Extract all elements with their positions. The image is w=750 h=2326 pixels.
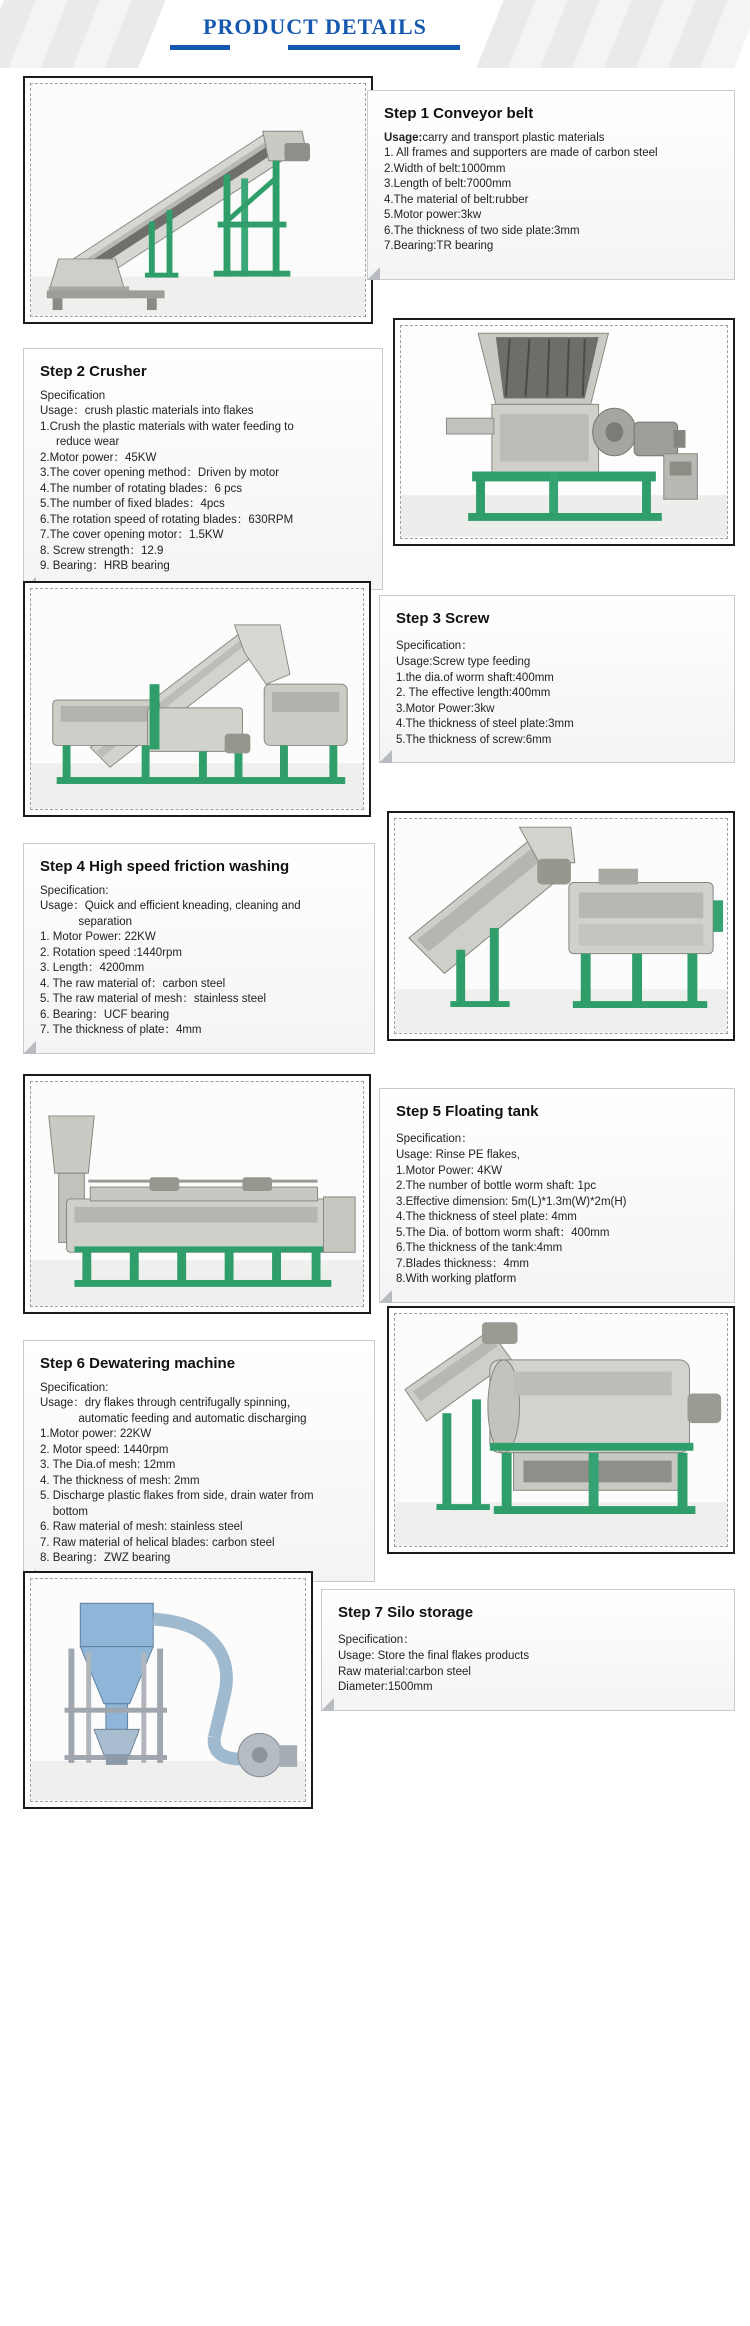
list-item: 5.The number of fixed blades：4pcs bbox=[40, 498, 225, 510]
friction-washer-photo bbox=[387, 811, 735, 1041]
step-5-spec-label: Specification： bbox=[396, 1133, 473, 1145]
step-6-spec-label: Specification: bbox=[40, 1382, 109, 1394]
list-item: automatic feeding and automatic discharging bbox=[40, 1412, 307, 1425]
step-1-text-panel bbox=[367, 90, 735, 280]
corner-accent bbox=[23, 1041, 36, 1054]
list-item: Diameter:1500mm bbox=[338, 1681, 433, 1693]
step-2-text-panel bbox=[23, 348, 383, 590]
step-4-section bbox=[0, 821, 750, 1066]
list-item: 3.The cover opening method：Driven by motor bbox=[40, 467, 280, 479]
list-item: 1.Motor power: 22KW bbox=[40, 1428, 152, 1440]
list-item: 8. Bearing：ZWZ bearing bbox=[40, 1552, 171, 1564]
step-6-spec-list bbox=[40, 1396, 358, 1567]
list-item: 9. Bearing：HRB bearing bbox=[40, 560, 170, 572]
step-7-section bbox=[0, 1563, 750, 1809]
page-header-banner bbox=[0, 0, 750, 68]
list-item: 7.Bearing:TR bearing bbox=[384, 240, 494, 252]
list-item: 7. Raw material of helical blades: carbon steel bbox=[40, 1536, 275, 1549]
list-item: 2. Motor speed: 1440rpm bbox=[40, 1443, 169, 1456]
list-item: Usage:Screw type feeding bbox=[396, 656, 531, 668]
list-item: 7.Blades thickness：4mm bbox=[396, 1257, 529, 1270]
step-4-spec-list bbox=[40, 899, 358, 1039]
floating-tank-photo bbox=[23, 1074, 371, 1314]
title-underline-gap bbox=[230, 45, 288, 50]
step-7-text-panel bbox=[321, 1589, 735, 1711]
list-item: 6.The thickness of two side plate:3mm bbox=[384, 224, 580, 237]
list-item: 3. Length：4200mm bbox=[40, 962, 145, 974]
step-2-title: Step 2 Crusher bbox=[40, 363, 147, 380]
list-item: 8.With working platform bbox=[396, 1273, 517, 1285]
step-4-text-panel bbox=[23, 843, 375, 1054]
page-title-text: PRODUCT DETAILS bbox=[203, 14, 427, 39]
step-7-spec-label: Specification： bbox=[338, 1634, 415, 1646]
step-2-section bbox=[0, 326, 750, 571]
list-item: 7.The cover opening motor：1.5KW bbox=[40, 529, 224, 541]
step-2-spec-label: Specification bbox=[40, 390, 106, 402]
list-item: 6.The thickness of the tank:4mm bbox=[396, 1242, 563, 1254]
crusher-photo bbox=[393, 318, 735, 546]
list-item: Usage：crush plastic materials into flakes bbox=[40, 405, 254, 417]
step-5-spec-list bbox=[396, 1148, 718, 1288]
title-underline bbox=[170, 45, 460, 50]
list-item: Usage：dry flakes through centrifugally spinning， bbox=[40, 1397, 299, 1409]
step-6-title: Step 6 Dewatering machine bbox=[40, 1355, 236, 1372]
dewatering-machine-photo bbox=[387, 1306, 735, 1554]
list-item: reduce wear bbox=[40, 436, 120, 448]
silo-storage-photo bbox=[23, 1571, 313, 1809]
list-item: 5.The thickness of screw:6mm bbox=[396, 733, 552, 746]
conveyor-belt-photo bbox=[23, 76, 373, 324]
step-3-title: Step 3 Screw bbox=[396, 610, 490, 627]
list-item: 4.The material of belt:rubber bbox=[384, 193, 529, 206]
list-item: 1.the dia.of worm shaft:400mm bbox=[396, 671, 554, 684]
step-5-section bbox=[0, 1066, 750, 1318]
step-3-text-panel bbox=[379, 595, 735, 763]
page-title bbox=[155, 14, 475, 50]
list-item: 6.The rotation speed of rotating blades：630RPM bbox=[40, 513, 294, 526]
list-item: 4.The number of rotating blades：6 pcs bbox=[40, 482, 243, 495]
list-item: Usage：Quick and efficient kneading, cleaning and bbox=[40, 900, 301, 912]
list-item: 4.The thickness of steel plate: 4mm bbox=[396, 1211, 577, 1223]
list-item: Usage: Store the final flakes products bbox=[338, 1650, 530, 1662]
list-item: 2. The effective length:400mm bbox=[396, 687, 551, 699]
list-item: bottom bbox=[40, 1505, 88, 1518]
list-item: 6. Bearing：UCF bearing bbox=[40, 1008, 170, 1021]
step-6-text-panel bbox=[23, 1340, 375, 1582]
list-item: 3.Length of belt:7000mm bbox=[384, 178, 512, 190]
list-item: 4. The raw material of：carbon steel bbox=[40, 977, 226, 990]
list-item: 2.Motor power：45KW bbox=[40, 451, 157, 464]
step-1-usage bbox=[384, 132, 718, 144]
step-1-section bbox=[0, 68, 750, 326]
list-item: 1.Motor Power: 4KW bbox=[396, 1164, 503, 1177]
step-4-spec-label: Specification: bbox=[40, 885, 109, 897]
list-item: 3.Effective dimension: 5m(L)*1.3m(W)*2m(H) bbox=[396, 1195, 627, 1208]
list-item: 5. Discharge plastic flakes from side, drain water from bbox=[40, 1490, 314, 1502]
list-item: 2. Rotation speed :1440rpm bbox=[40, 946, 182, 959]
list-item: 7. The thickness of plate：4mm bbox=[40, 1024, 202, 1036]
step-1-spec-list bbox=[384, 146, 718, 255]
step-4-title: Step 4 High speed friction washing bbox=[40, 858, 290, 875]
list-item: Usage: Rinse PE flakes, bbox=[396, 1149, 521, 1161]
list-item: 5. The raw material of mesh：stainless steel bbox=[40, 993, 267, 1005]
screw-conveyor-photo bbox=[23, 581, 371, 817]
list-item: 1. Motor Power: 22KW bbox=[40, 931, 156, 943]
step-1-usage-label: Usage: bbox=[384, 132, 423, 144]
list-item: 2.The number of bottle worm shaft: 1pc bbox=[396, 1180, 597, 1192]
step-5-text-panel bbox=[379, 1088, 735, 1303]
step-6-section bbox=[0, 1318, 750, 1563]
step-7-title: Step 7 Silo storage bbox=[338, 1604, 474, 1621]
list-item: 5.The Dia. of bottom worm shaft：400mm bbox=[396, 1226, 610, 1239]
step-7-spec-list bbox=[338, 1649, 718, 1696]
list-item: 5.Motor power:3kw bbox=[384, 209, 482, 221]
corner-accent bbox=[379, 750, 392, 763]
list-item: Raw material:carbon steel bbox=[338, 1665, 471, 1678]
step-1-title: Step 1 Conveyor belt bbox=[384, 105, 534, 122]
list-item: 1. All frames and supporters are made of carbon steel bbox=[384, 147, 658, 159]
step-2-spec-list bbox=[40, 404, 366, 575]
corner-accent bbox=[367, 267, 380, 280]
corner-accent bbox=[321, 1698, 334, 1711]
corner-accent bbox=[379, 1290, 392, 1303]
step-3-spec-list bbox=[396, 655, 718, 748]
list-item: 1.Crush the plastic materials with water feeding to bbox=[40, 420, 294, 433]
step-3-section bbox=[0, 571, 750, 821]
list-item: 3. The Dia.of mesh: 12mm bbox=[40, 1459, 176, 1471]
step-3-spec-label: Specification： bbox=[396, 640, 473, 652]
list-item: 8. Screw strength：12.9 bbox=[40, 544, 164, 557]
list-item: 6. Raw material of mesh: stainless steel bbox=[40, 1521, 243, 1533]
list-item: 4.The thickness of steel plate:3mm bbox=[396, 718, 574, 730]
list-item: separation bbox=[40, 915, 133, 928]
list-item: 3.Motor Power:3kw bbox=[396, 702, 495, 715]
step-1-usage-text: carry and transport plastic materials bbox=[422, 132, 605, 144]
step-5-title: Step 5 Floating tank bbox=[396, 1103, 539, 1120]
list-item: 4. The thickness of mesh: 2mm bbox=[40, 1474, 200, 1487]
list-item: 2.Width of belt:1000mm bbox=[384, 162, 506, 175]
